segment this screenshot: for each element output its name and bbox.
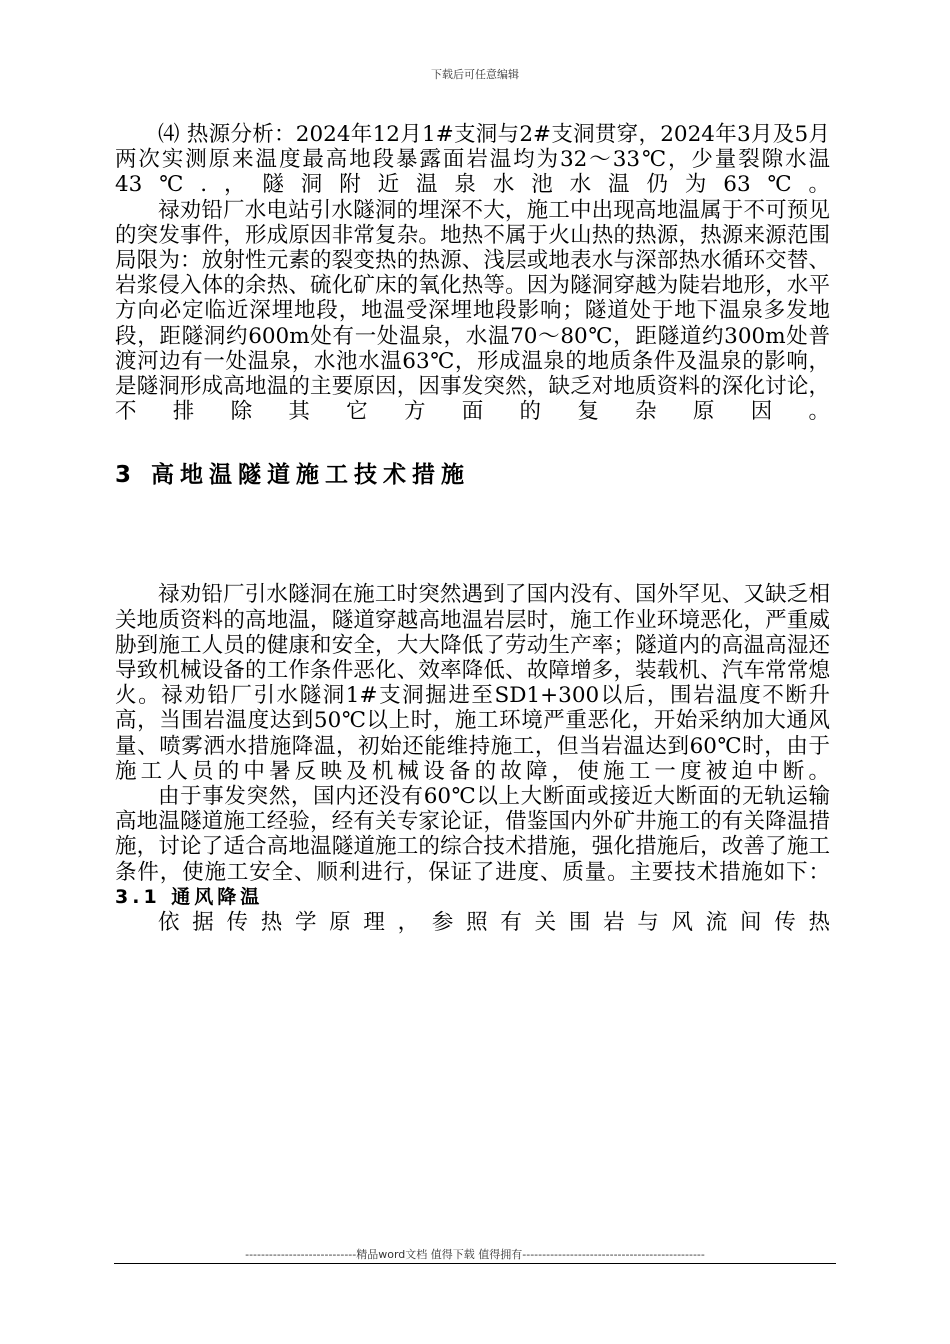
section-heading-3-1: 3.1 通风降温 <box>115 885 264 908</box>
footer-rule <box>114 1263 836 1264</box>
paragraph-construction-conditions: 禄劝铅厂引水隧洞在施工时突然遇到了国内没有、国外罕见、又缺乏相关地质资料的高地温，隧道穿越高地温岩层时，施工作业环境恶化，严重威胁到施工人员的健康和安全，大大降低了劳动生产率；隧道内的高温高湿还导致机械设备的工作条件恶化、效率降低、故障增多，装载机、汽车常常熄火。禄劝铅厂引水隧洞1#支洞掘进至SD1+300以后，围岩温度不断升高，当围岩温度达到50℃以上时，施工环境严重恶化，开始采纳加大通风量、喷雾洒水措施降温，初始还能维持施工，但当岩温达到60℃时，由于施工人员的中暑反映及机械设备的故障，使施工一度被迫中断。 <box>115 582 830 784</box>
paragraph-heat-source-analysis: ⑷ 热源分析：2024年12月1#支洞与2#支洞贯穿，2024年3月及5月两次实测原来温度最高地段暴露面岩温均为32～33℃，少量裂隙水温43℃.，隧洞附近温泉水池水温仍为63℃。 <box>115 122 830 198</box>
page-header: 下载后可任意编辑 <box>431 68 519 81</box>
paragraph-technical-measures: 由于事发突然，国内还没有60℃以上大断面或接近大断面的无轨运输高地温隧道施工经验，经有关专家论证，借鉴国内外矿井施工的有关降温措施，讨论了适合高地温隧道施工的综合技术措施，强化措施后，改善了施工条件，使施工安全、顺利进行，保证了进度、质量。主要技术措施如下： <box>115 784 830 885</box>
paragraph-ventilation-cooling: 依据传热学原理，参照有关围岩与风流间传热 <box>158 910 830 936</box>
section-heading-3: 3 高地温隧道施工技术措施 <box>115 462 471 489</box>
page-footer: ----------------------------精品word文档 值得下载 值得拥有---------------------------------------------- <box>245 1248 705 1261</box>
paragraph-heat-cause: 禄劝铅厂水电站引水隧洞的埋深不大，施工中出现高地温属于不可预见的突发事件，形成原因非常复杂。地热不属于火山热的热源，热源来源范围局限为：放射性元素的裂变热的热源、浅层或地表水与深部热水循环交替、岩浆侵入体的余热、硫化矿床的氧化热等。因为隧洞穿越为陡岩地形，水平方向必定临近深埋地段，地温受深埋地段影响；隧道处于地下温泉多发地段，距隧洞约600m处有一处温泉，水温70～80℃，距隧道约300m处普渡河边有一处温泉，水池水温63℃，形成温泉的地质条件及温泉的影响，是隧洞形成高地温的主要原因，因事发突然，缺乏对地质资料的深化讨论，不排除其它方面的复杂原因。 <box>115 197 830 425</box>
document-body <box>115 122 830 935</box>
